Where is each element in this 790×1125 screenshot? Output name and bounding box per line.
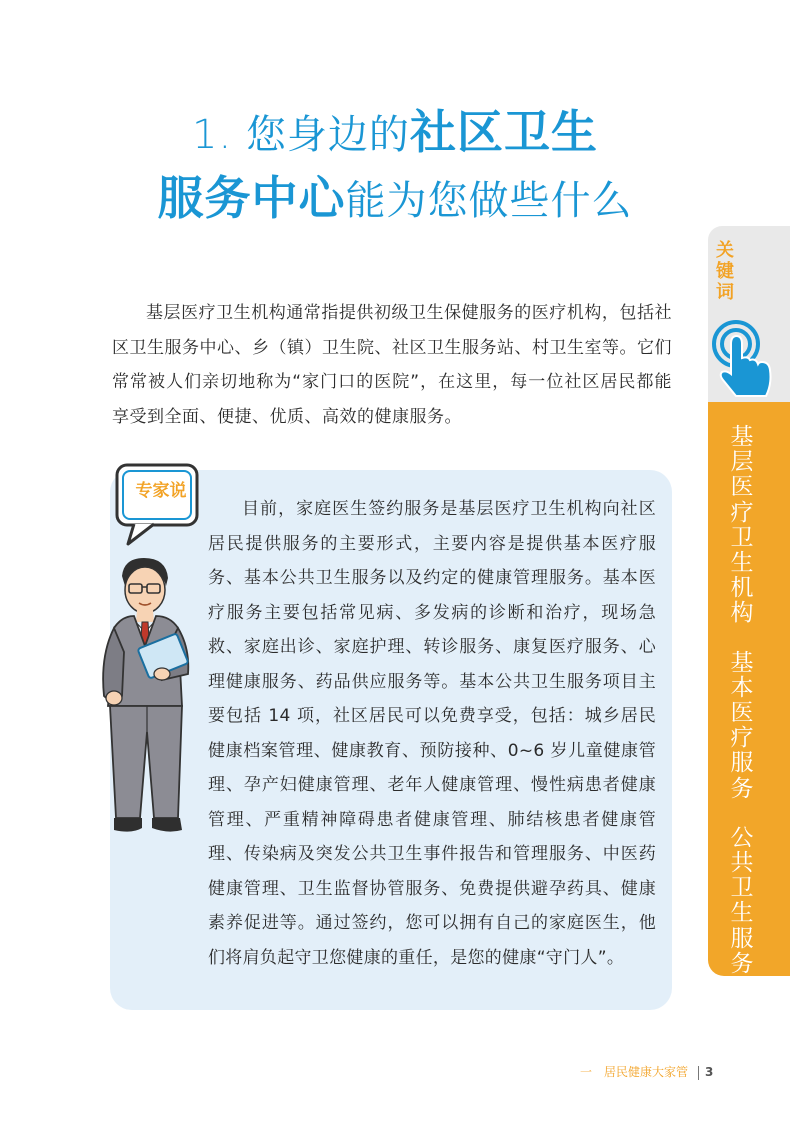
page-number: 3 [705,1065,714,1079]
title-bold-1: 社区卫生 [409,105,598,159]
keyword-title: 关键词 [716,240,734,303]
page-title-line-1 [0,104,790,163]
expert-label: 专家说 [135,481,187,501]
title-prefix: 1. 您身边的 [192,112,410,158]
page-footer [580,1060,713,1084]
footer-divider [698,1066,699,1080]
keyword-list [727,425,757,977]
keyword-item: 公共卫生服务 [730,824,754,977]
expert-paragraph: 目前，家庭医生签约服务是基层医疗卫生机构向社区居民提供服务的主要形式，主要内容是提供基本医疗服务、基本公共卫生服务以及约定的健康管理服务。基本医疗服务主要包括常见病、多发病的诊断和治疗，现场急救、家庭出诊、家庭护理、转诊服务、康复医疗服务、心理健康服务、药品供应服务等。基本公共卫生服务项目主要包括 14 项，社区居民可以免费享受，包括：城乡居民健康档案管理、健康教育、预防接种、0~6 岁儿童健康管理、孕产妇健康管理、老年人健康管理、慢性病患者健康管理、严重精神障碍患者健康管理、肺结核患者健康管理、传染病及突发公共卫生事件报告和管理服务、中医药健康管理、卫生监督协管服务、免费提供避孕药具、健康素养促进等。通过签约，您可以拥有自己的家庭医生，他们将肩负起守卫您健康的重任，是您的健康“守门人”。 [208,499,656,968]
doctor-illustration [92,556,202,841]
keyword-item: 基层医疗卫生机构 [730,424,754,627]
intro-paragraph: 基层医疗卫生机构通常指提供初级卫生保健服务的医疗机构，包括社区卫生服务中心、乡（镇）卫生院、社区卫生服务站、村卫生室等。它们常常被人们亲切地称为“家门口的医院”，在这里，每一位社区居民都能享受到全面、便捷、优质、高效的健康服务。 [112,303,672,427]
keyword-item: 基本医疗服务 [730,649,754,802]
tap-hand-icon [708,318,780,400]
title-suffix: 能为您做些什么 [345,178,633,224]
footer-section: 一 居民健康大家管 [580,1065,689,1079]
page-title-line-2 [0,170,790,229]
title-bold-2: 服务中心 [157,171,346,225]
